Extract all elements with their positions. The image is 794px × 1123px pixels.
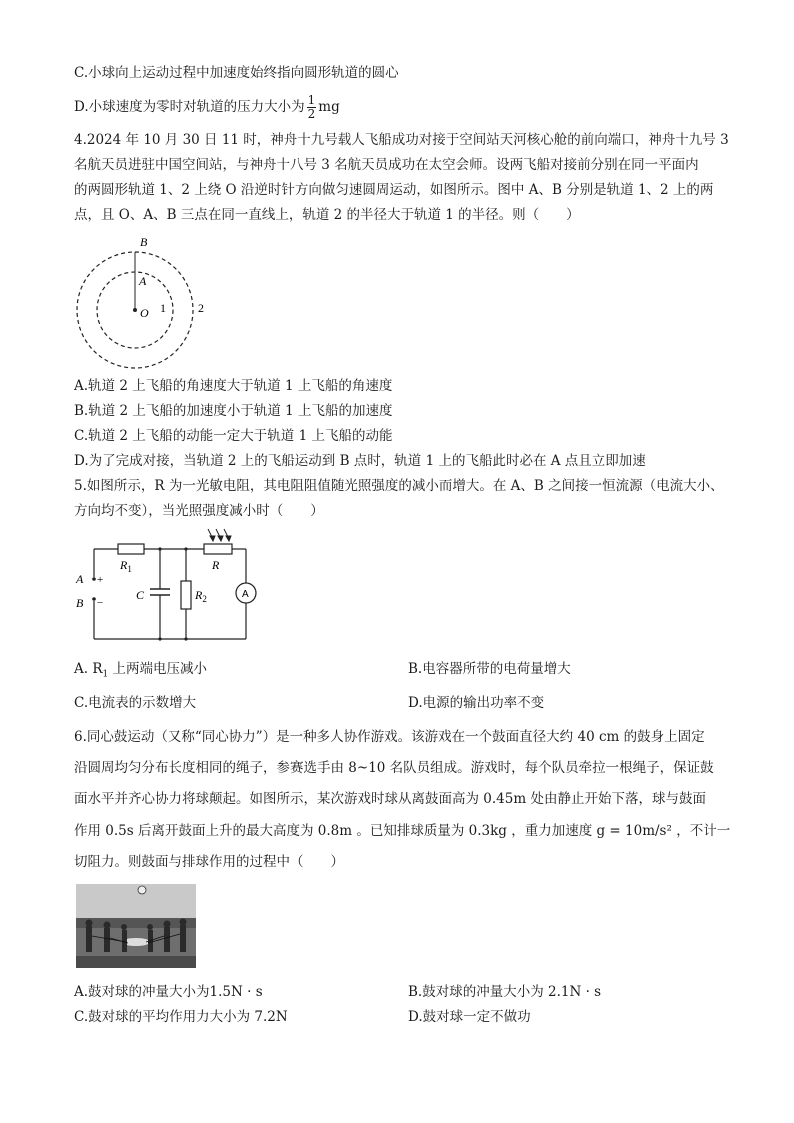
resistor-r1 [118, 544, 144, 554]
q4-stem-line-2: 名航天员进驻中国空间站，与神舟十八号 3 名航天员成功在太空会师。设两飞船对接前分别在同一平面内 [74, 157, 699, 173]
q5-option-c: C.电流表的示数增大 [74, 695, 197, 711]
q5-option-b: B.电容器所带的电荷量增大 [408, 661, 571, 677]
label-r2: $R_2$ [195, 588, 207, 604]
orbit-diagram [72, 230, 222, 370]
drum-game-photo [76, 884, 196, 968]
photoresistor-r [204, 544, 232, 554]
label-a-terminal: A [76, 572, 84, 586]
q3-option-d-unit: mg [318, 99, 340, 115]
q3-option-d [74, 94, 340, 121]
q6-stem-line-5: 切阻力。则鼓面与排球作用的过程中（ ） [74, 854, 344, 870]
q4-option-a: A.轨道 2 上飞船的角速度大于轨道 1 上飞船的角速度 [74, 378, 393, 394]
q6-stem-line-4: 作用 0.5s 后离开鼓面上升的最大高度为 0.8m 。已知排球质量为 0.3kg ，重力加速度 g = 10m/s² ，不计一 [74, 823, 731, 839]
resistor-r2 [181, 581, 191, 609]
light-arrows-icon [208, 529, 231, 541]
q4-stem-line-1: 4.2024 年 10 月 30 日 11 时，神舟十九号载人飞船成功对接于空间站天河核心舱的前向端口，神舟十九号 3 [74, 132, 729, 148]
q5-stem-line-2: 方向均不变），当光照强度减小时（ ） [74, 503, 324, 519]
q4-stem-line-3: 的两圆形轨道 1、2 上绕 O 沿逆时针方向做匀速圆周运动，如图所示。图中 A、B 分别是轨道 1、2 上的两 [74, 182, 714, 198]
label-o: O [140, 306, 149, 320]
q4-option-c: C.轨道 2 上飞船的动能一定大于轨道 1 上飞船的动能 [74, 428, 393, 444]
q4-option-d: D.为了完成对接，当轨道 2 上的飞船运动到 B 点时，轨道 1 上的飞船此时必在 A 点且立即加速 [74, 453, 646, 469]
q3-option-d-text: D.小球速度为零时对轨道的压力大小为 [74, 99, 305, 115]
q3-option-c: C.小球向上运动过程中加速度始终指向圆形轨道的圆心 [74, 65, 399, 81]
circuit-diagram [72, 527, 272, 647]
point-o [133, 308, 137, 312]
q6-option-a: A.鼓对球的冲量大小为1.5N · s [74, 984, 263, 1000]
label-ammeter: A [242, 589, 249, 600]
label-a: A [139, 274, 147, 288]
label-1: 1 [160, 301, 166, 315]
label-r: R [212, 558, 220, 572]
q6-stem-line-1: 6.同心鼓运动（又称“同心协力”）是一种多人协作游戏。该游戏在一个鼓面直径大约 40 cm 的鼓身上固定 [74, 729, 705, 745]
q6-stem-line-2: 沿圆周均匀分布长度相同的绳子，参赛选手由 8~10 名队员组成。游戏时，每个队员牵拉一根绳子，保证鼓 [74, 760, 714, 776]
label-b: B [140, 235, 148, 249]
q3-fraction: $\frac{1}{2}$ [307, 93, 316, 121]
label-plus: + [97, 574, 104, 586]
q6-option-d: D.鼓对球一定不做功 [408, 1009, 531, 1025]
q6-option-b: B.鼓对球的冲量大小为 2.1N · s [408, 984, 602, 1000]
q5-option-a: A. $R_1$ 上两端电压减小 [74, 661, 208, 680]
q6-option-c: C.鼓对球的平均作用力大小为 7.2N [74, 1009, 288, 1025]
label-minus: − [97, 597, 104, 609]
label-r1: $R_1$ [120, 558, 132, 574]
q6-stem-line-3: 面水平并齐心协力将球颠起。如图所示，某次游戏时球从离鼓面高为 0.45m 处由静止开始下落，球与鼓面 [74, 791, 706, 807]
label-b-terminal: B [76, 596, 84, 610]
label-c: C [136, 588, 145, 602]
q4-stem-line-4: 点，且 O、A、B 三点在同一直线上，轨道 2 的半径大于轨道 1 的半径。则（ ） [74, 207, 580, 223]
q4-option-b: B.轨道 2 上飞船的加速度小于轨道 1 上飞船的加速度 [74, 403, 393, 419]
q5-stem-line-1: 5.如图所示，R 为一光敏电阻，其电阻阻值随光照强度的减小而增大。在 A、B 之间接一恒流源（电流大小、 [74, 478, 724, 494]
q5-option-d: D.电源的输出功率不变 [408, 695, 545, 711]
label-2: 2 [198, 301, 204, 315]
